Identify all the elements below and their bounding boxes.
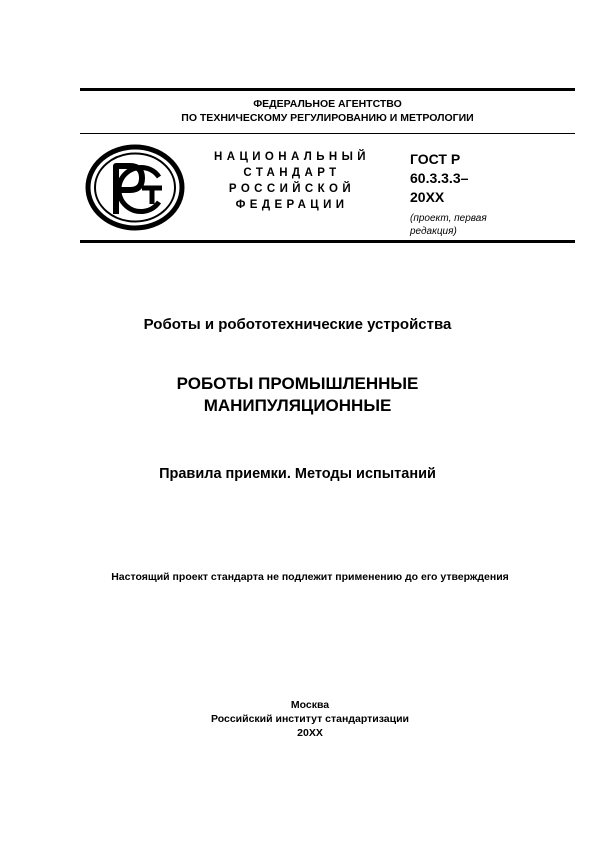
gost-line-1: ГОСТ Р — [410, 151, 461, 167]
draft-note-line-2: редакция) — [410, 226, 457, 237]
imprint-publisher: Российский институт стандартизации — [210, 713, 410, 725]
gost-r-logo-graphic — [85, 144, 185, 231]
agency-line-2: ПО ТЕХНИЧЕСКОМУ РЕГУЛИРОВАНИЮ И МЕТРОЛОГИИ — [181, 112, 474, 124]
header-bottom-rule — [80, 240, 575, 243]
gost-line-2: 60.3.3.3– — [410, 170, 469, 186]
gost-r-logo-icon — [85, 144, 185, 231]
gost-designation — [410, 150, 530, 207]
national-standard-label — [198, 149, 386, 213]
draft-note-line-1: (проект, первая — [410, 213, 487, 224]
top-rule — [80, 88, 575, 91]
imprint-year: 20XX — [297, 727, 323, 739]
national-standard-line-4: ФЕДЕРАЦИИ — [235, 199, 349, 211]
imprint-city: Москва — [290, 699, 330, 711]
main-title — [0, 373, 595, 417]
national-standard-line-3: РОССИЙСКОЙ — [228, 183, 356, 195]
national-standard-line-1: НАЦИОНАЛЬНЫЙ — [214, 151, 370, 163]
gost-line-3: 20XX — [410, 189, 445, 205]
series-title: Роботы и робототехнические устройства — [143, 316, 452, 333]
agency-line-1: ФЕДЕРАЛЬНОЕ АГЕНТСТВО — [253, 98, 402, 110]
national-standard-line-2: СТАНДАРТ — [243, 167, 341, 179]
subtitle: Правила приемки. Методы испытаний — [159, 466, 436, 482]
main-title-line-2: МАНИПУЛЯЦИОННЫЕ — [203, 396, 392, 415]
draft-notice: Настоящий проект стандарта не подлежит применению до его утверждения — [111, 571, 509, 583]
draft-note — [410, 212, 520, 238]
header-divider — [80, 133, 575, 134]
main-title-line-1: РОБОТЫ ПРОМЫШЛЕННЫЕ — [176, 374, 419, 393]
imprint — [0, 698, 595, 740]
agency-header — [80, 97, 575, 125]
